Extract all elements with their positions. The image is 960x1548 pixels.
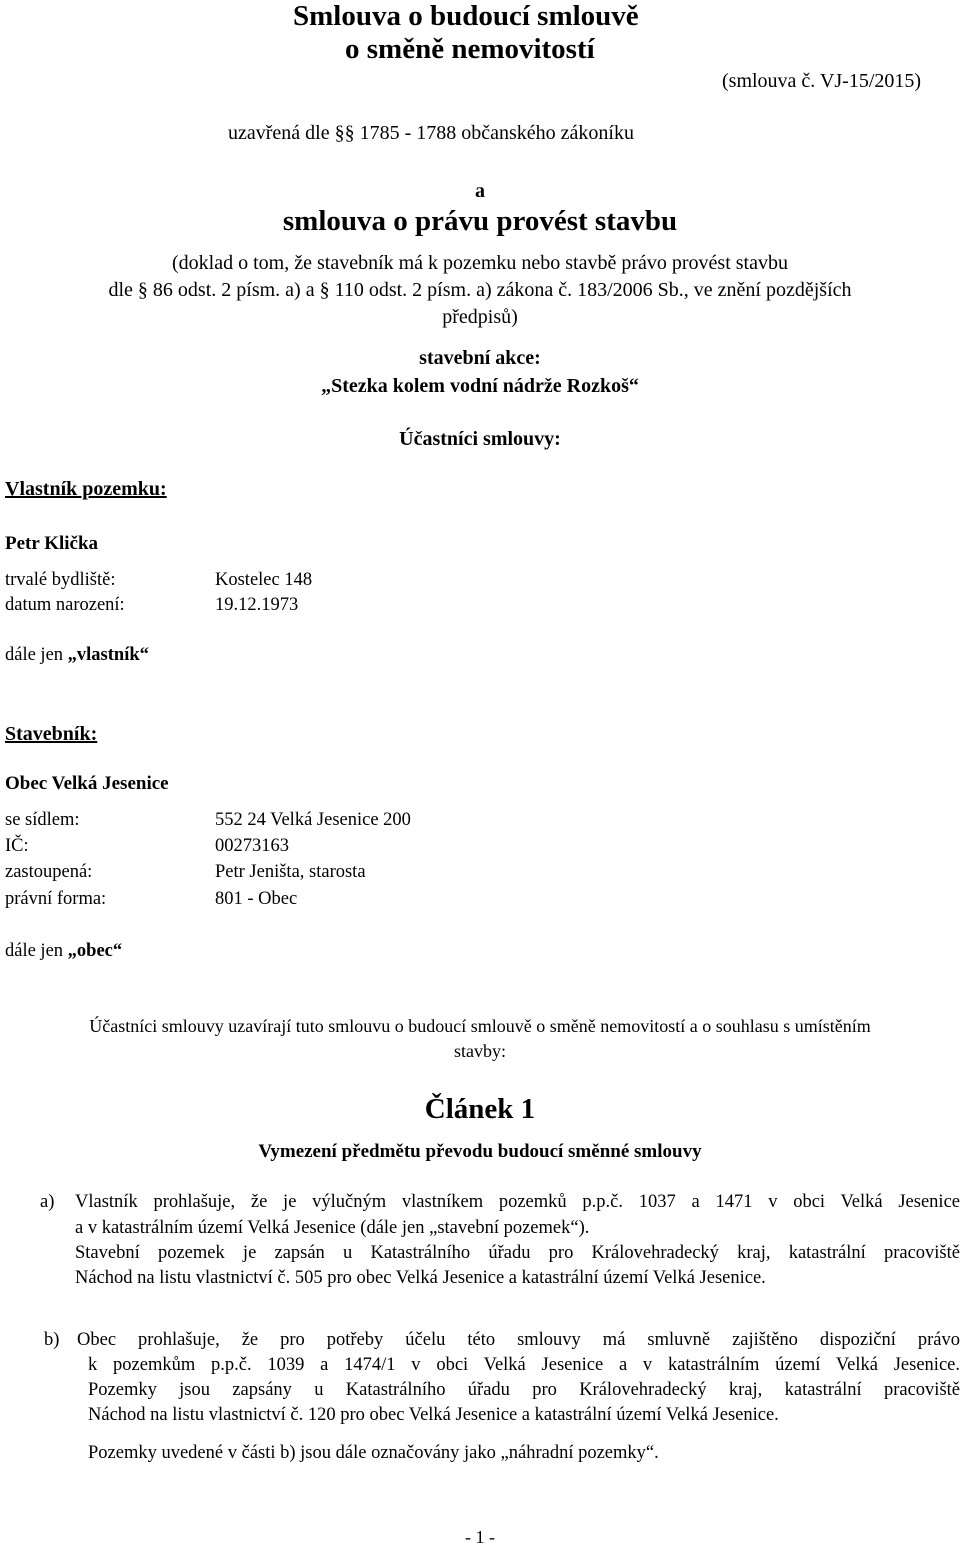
article-title: Článek 1 — [424, 1093, 536, 1125]
page-number: - 1 - — [465, 1527, 495, 1547]
conjunction-and: a — [475, 180, 485, 202]
parties-heading: Účastníci smlouvy: — [399, 428, 561, 450]
builder-representative-value: Petr Jeništa, starosta — [215, 862, 366, 882]
document-note-line3: předpisů) — [442, 306, 518, 328]
builder-heading: Stavebník: — [5, 723, 98, 745]
item-b-marker: b) — [44, 1330, 60, 1350]
project-label: stavební akce: — [419, 347, 541, 369]
contract-number: (smlouva č. VJ-15/2015) — [722, 70, 922, 92]
document-note-line1: (doklad o tom, že stavebník má k pozemku nebo stavbě právo provést stavbu — [172, 252, 788, 274]
document-subtitle: smlouva o právu provést stavbu — [282, 205, 678, 237]
item-a-line2: a v katastrálním území Velká Jesenice (dále jen „stavební pozemek“). — [75, 1218, 590, 1238]
owner-birthdate-value: 19.12.1973 — [215, 595, 299, 615]
builder-ico-label: IČ: — [5, 836, 29, 856]
project-name: „Stezka kolem vodní nádrže Rozkoš“ — [321, 375, 639, 397]
intro-line2: stavby: — [454, 1041, 506, 1061]
owner-heading: Vlastník pozemku: — [5, 478, 167, 500]
owner-birthdate-label: datum narození: — [5, 595, 125, 615]
builder-alias — [5, 941, 122, 962]
intro-line1: Účastníci smlouvy uzavírají tuto smlouvu o budoucí smlouvě o směně nemovitostí a o souhlasu s umístěním — [89, 1016, 871, 1036]
item-b-line4: Náchod na listu vlastnictví č. 120 pro obec Velká Jesenice a katastrální území Velká Jesenice. — [88, 1405, 779, 1425]
item-b-line2: k pozemkům p.p.č. 1039 a 1474/1 v obci Velká Jesenice a v katastrálním území Velká Jesenice. — [88, 1355, 960, 1375]
builder-legal-form-label: právní forma: — [5, 889, 107, 909]
item-a-marker: a) — [40, 1192, 55, 1212]
concluded-under-law: uzavřená dle §§ 1785 - 1788 občanského zákoníku — [228, 122, 634, 144]
document-title-line1: Smlouva o budoucí smlouvě — [293, 0, 639, 32]
owner-alias-prefix: dále jen — [5, 645, 68, 665]
builder-name: Obec Velká Jesenice — [5, 773, 169, 794]
owner-residence-value: Kostelec 148 — [215, 570, 313, 590]
builder-legal-form-value: 801 - Obec — [215, 889, 298, 909]
builder-ico-value: 00273163 — [215, 836, 289, 856]
owner-name: Petr Klička — [5, 533, 99, 554]
owner-residence-label: trvalé bydliště: — [5, 570, 116, 590]
item-b-note: Pozemky uvedené v části b) jsou dále označovány jako „náhradní pozemky“. — [88, 1443, 659, 1463]
builder-alias-term: „obec“ — [67, 941, 123, 961]
document-title-line2: o směně nemovitostí — [345, 33, 595, 65]
builder-seat-value: 552 24 Velká Jesenice 200 — [215, 810, 411, 830]
document-note-line2: dle § 86 odst. 2 písm. a) a § 110 odst. 2 písm. a) zákona č. 183/2006 Sb., ve znění pozdějších — [108, 279, 852, 301]
item-a-line1: Vlastník prohlašuje, že je výlučným vlastníkem pozemků p.p.č. 1037 a 1471 v obci Velká Jesenice — [75, 1192, 960, 1212]
owner-alias-term: „vlastník“ — [67, 645, 149, 665]
builder-seat-label: se sídlem: — [5, 810, 80, 830]
item-a-line3: Stavební pozemek je zapsán u Katastrálního úřadu pro Královehradecký kraj, katastrální pracoviště — [75, 1243, 960, 1263]
owner-alias — [5, 645, 149, 666]
article-subtitle: Vymezení předmětu převodu budoucí směnné smlouvy — [258, 1141, 702, 1162]
item-b-line1: Obec prohlašuje, že pro potřeby účelu této smlouvy má smluvně zajištěno dispoziční právo — [77, 1330, 960, 1350]
item-b-line3: Pozemky jsou zapsány u Katastrálního úřadu pro Královehradecký kraj, katastrální pracoviště — [88, 1380, 960, 1400]
item-a-line4: Náchod na listu vlastnictví č. 505 pro obec Velká Jesenice a katastrální území Velká Jesenice. — [75, 1268, 766, 1288]
builder-alias-prefix: dále jen — [5, 941, 68, 961]
builder-representative-label: zastoupená: — [5, 862, 93, 882]
